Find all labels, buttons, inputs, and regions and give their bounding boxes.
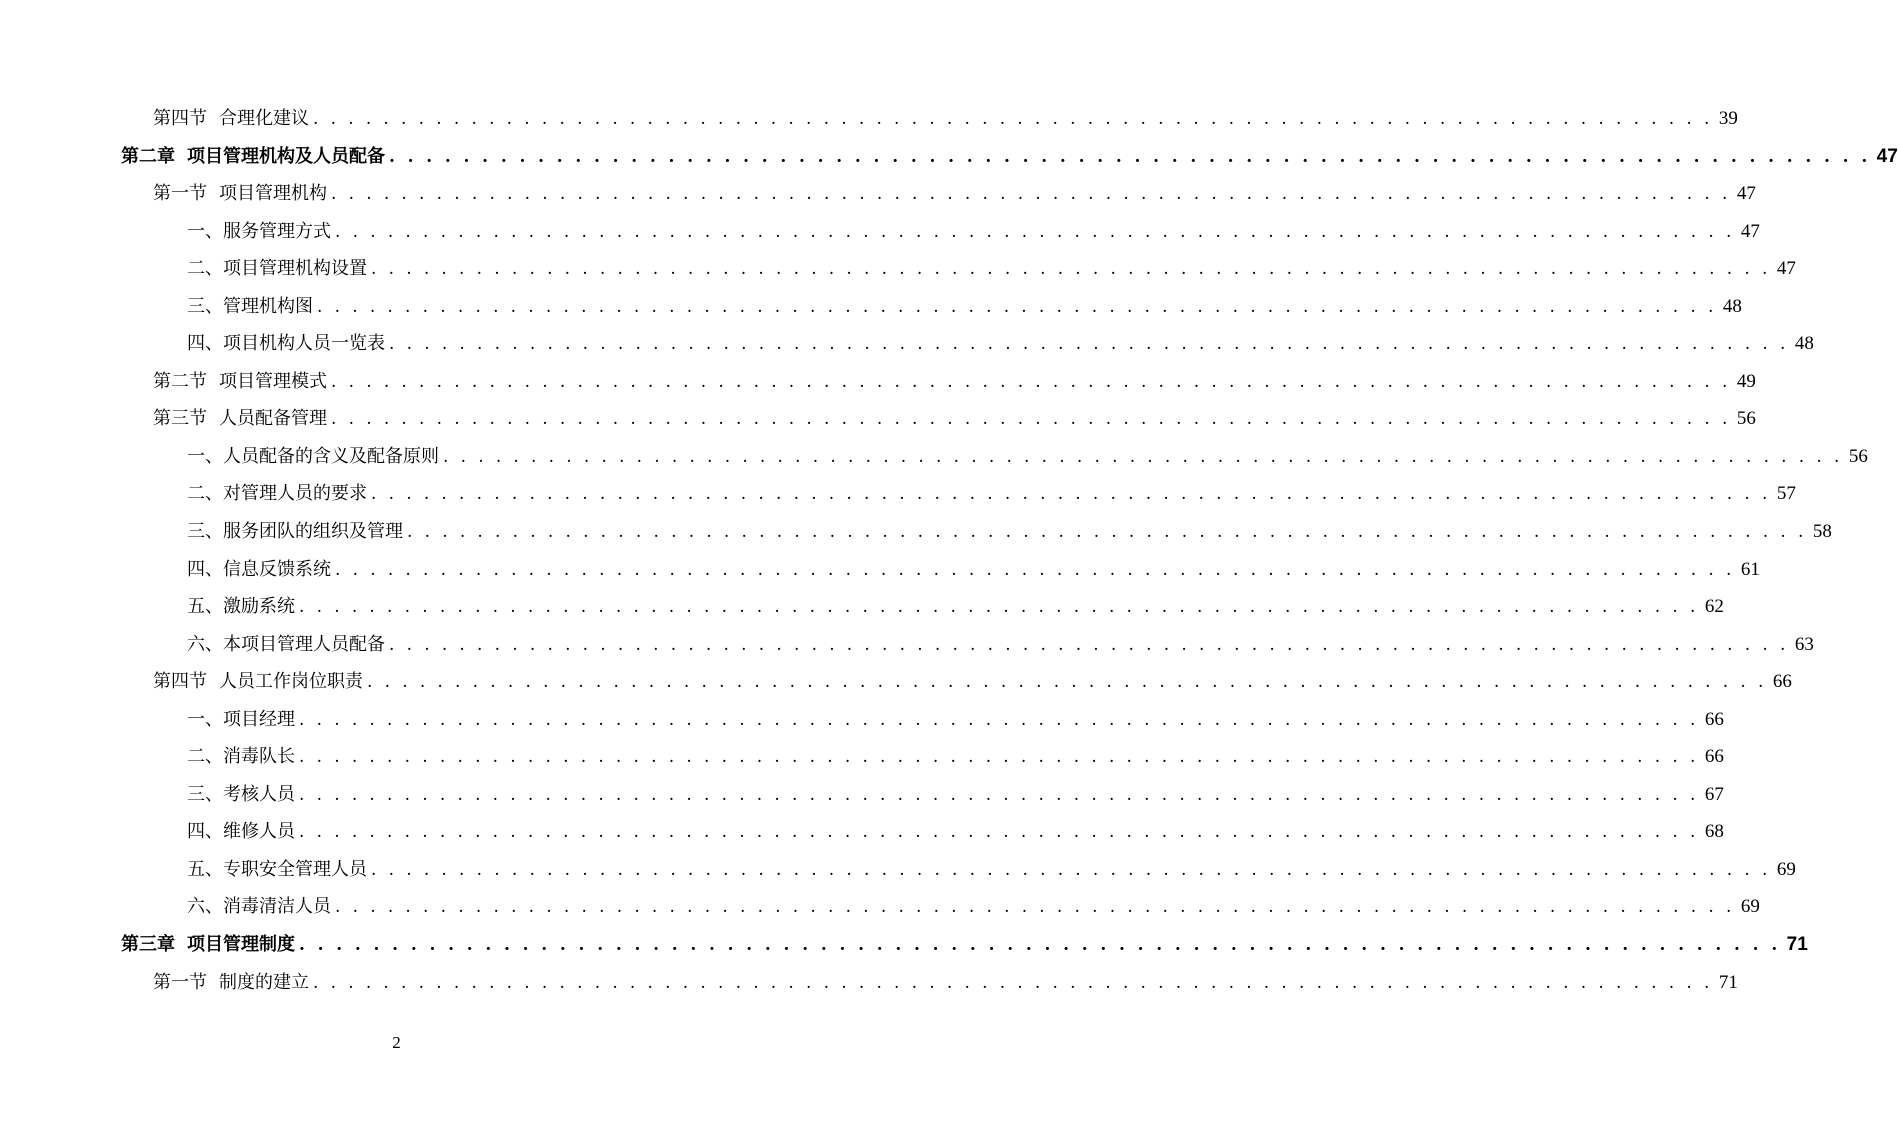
- toc-entry[interactable]: [0, 289, 1742, 327]
- toc-entry-label: [187, 220, 331, 244]
- toc-dot-leader: . . . . . . . . . . . . . . . . . . . . . . . . . . . . . . . . . . . . . . . . . . . . . . . . . . . . . . . . . . . . . . . . . . . . . . . . . . . . . . . .: [335, 897, 1735, 918]
- toc-entry[interactable]: [0, 364, 1756, 402]
- toc-dot-leader: . . . . . . . . . . . . . . . . . . . . . . . . . . . . . . . . . . . . . . . . . . . . . . . . . . . . . . . . . . . . . . . . . . . . . . . . . . . . . . . .: [371, 259, 1771, 280]
- toc-entry-label: [153, 107, 309, 131]
- toc-entry-line: [121, 145, 1898, 169]
- toc-entry-page-number: 47: [1740, 220, 1760, 242]
- toc-entry[interactable]: [0, 251, 1796, 289]
- toc-entry-line: [187, 445, 1868, 469]
- toc-entry-title: 服务管理方式: [223, 220, 331, 242]
- toc-entry[interactable]: [0, 739, 1724, 777]
- toc-entry[interactable]: [0, 777, 1724, 815]
- toc-entry-line: [187, 858, 1796, 882]
- toc-dot-leader: . . . . . . . . . . . . . . . . . . . . . . . . . . . . . . . . . . . . . . . . . . . . . . . . . . . . . . . . . . . . . . . . . . . . . . . . . . . . . . . .: [371, 484, 1771, 505]
- toc-entry-page-number: 49: [1736, 370, 1756, 392]
- toc-entry-page-number: 48: [1722, 295, 1742, 317]
- toc-entry-label: [187, 558, 331, 582]
- toc-entry-prefix: 二、: [187, 746, 223, 768]
- toc-entry-label: [187, 445, 439, 469]
- toc-dot-leader: . . . . . . . . . . . . . . . . . . . . . . . . . . . . . . . . . . . . . . . . . . . . . . . . . . . . . . . . . . . . . . . . . . . . . . . . . . . . . . . .: [331, 184, 1731, 205]
- toc-entry-page-number: 61: [1740, 558, 1760, 580]
- toc-entry[interactable]: [0, 852, 1796, 890]
- toc-entry-line: [187, 783, 1724, 807]
- toc-entry-line: [153, 971, 1738, 995]
- toc-entry-label: [187, 820, 295, 844]
- toc-entry[interactable]: [0, 214, 1760, 252]
- toc-dot-leader: . . . . . . . . . . . . . . . . . . . . . . . . . . . . . . . . . . . . . . . . . . . . . . . . . . . . . . . . . . . . . . . . . . . . . . . . . . . . . . . .: [313, 972, 1713, 993]
- toc-entry-page-number: 69: [1740, 896, 1760, 918]
- toc-entry-prefix: 第二章: [121, 145, 175, 167]
- toc-entry-page-number: 48: [1794, 333, 1814, 355]
- toc-entry-prefix: 第四节: [153, 108, 207, 129]
- toc-entry-prefix: 一、: [187, 708, 223, 730]
- toc-entry-title: 合理化建议: [219, 108, 309, 129]
- toc-entry-prefix: 五、: [187, 596, 223, 618]
- toc-entry[interactable]: [0, 139, 1898, 177]
- toc-entry[interactable]: [0, 889, 1760, 927]
- toc-entry-prefix: 第三章: [121, 934, 175, 956]
- toc-entry-label: [187, 745, 295, 769]
- toc-entry-page-number: 39: [1718, 108, 1738, 129]
- toc-entry[interactable]: [0, 326, 1814, 364]
- toc-entry-title: 对管理人员的要求: [223, 483, 367, 505]
- toc-dot-leader: . . . . . . . . . . . . . . . . . . . . . . . . . . . . . . . . . . . . . . . . . . . . . . . . . . . . . . . . . . . . . . . . . . . . . . . . . . . . . . . .: [299, 935, 1781, 956]
- toc-entry-page-number: 66: [1704, 708, 1724, 730]
- toc-entry-title: 消毒队长: [223, 746, 295, 768]
- toc-entry-page-number: 47: [1776, 258, 1796, 280]
- toc-entry-title: 维修人员: [223, 821, 295, 843]
- page-number: 2: [392, 1033, 401, 1052]
- toc-entry-line: [187, 895, 1760, 919]
- toc-entry[interactable]: [0, 702, 1724, 740]
- toc-entry-label: [153, 370, 327, 394]
- toc-entry[interactable]: [0, 589, 1724, 627]
- toc-entry-prefix: 第四节: [153, 671, 207, 693]
- toc-entry[interactable]: [0, 814, 1724, 852]
- toc-entry-title: 专职安全管理人员: [223, 858, 367, 880]
- toc-entry-page-number: 67: [1704, 783, 1724, 805]
- toc-entry-label: [187, 520, 403, 544]
- toc-dot-leader: . . . . . . . . . . . . . . . . . . . . . . . . . . . . . . . . . . . . . . . . . . . . . . . . . . . . . . . . . . . . . . . . . . . . . . . . . . . . . . . .: [299, 822, 1699, 843]
- toc-entry-title: 人员配备的含义及配备原则: [223, 445, 439, 467]
- toc-entry-title: 项目经理: [223, 708, 295, 730]
- toc-dot-leader: . . . . . . . . . . . . . . . . . . . . . . . . . . . . . . . . . . . . . . . . . . . . . . . . . . . . . . . . . . . . . . . . . . . . . . . . . . . . . . . .: [331, 409, 1731, 430]
- toc-dot-leader: . . . . . . . . . . . . . . . . . . . . . . . . . . . . . . . . . . . . . . . . . . . . . . . . . . . . . . . . . . . . . . . . . . . . . . . . . . . . . . . .: [443, 446, 1843, 467]
- toc-dot-leader: . . . . . . . . . . . . . . . . . . . . . . . . . . . . . . . . . . . . . . . . . . . . . . . . . . . . . . . . . . . . . . . . . . . . . . . . . . . . . . . .: [313, 109, 1713, 129]
- toc-entry-page-number: 66: [1704, 746, 1724, 768]
- toc-entry-title: 项目管理机构设置: [223, 258, 367, 280]
- toc-entry-line: [153, 670, 1792, 694]
- toc-entry-page-number: 66: [1772, 671, 1792, 693]
- toc-entry-line: [121, 933, 1808, 957]
- toc-entry-label: [187, 595, 295, 619]
- toc-entry-page-number: 56: [1736, 408, 1756, 430]
- toc-entry-prefix: 三、: [187, 783, 223, 805]
- toc-dot-leader: . . . . . . . . . . . . . . . . . . . . . . . . . . . . . . . . . . . . . . . . . . . . . . . . . . . . . . . . . . . . . . . . . . . . . . . . . . . . . . . .: [299, 709, 1699, 730]
- toc-dot-leader: . . . . . . . . . . . . . . . . . . . . . . . . . . . . . . . . . . . . . . . . . . . . . . . . . . . . . . . . . . . . . . . . . . . . . . . . . . . . . . . .: [367, 672, 1767, 693]
- toc-entry-title: 本项目管理人员配备: [223, 633, 385, 655]
- toc-entry[interactable]: [0, 439, 1868, 477]
- toc-entry-prefix: 三、: [187, 295, 223, 317]
- toc-entry-line: [187, 257, 1796, 281]
- toc-entry-prefix: 四、: [187, 558, 223, 580]
- toc-dot-leader: . . . . . . . . . . . . . . . . . . . . . . . . . . . . . . . . . . . . . . . . . . . . . . . . . . . . . . . . . . . . . . . . . . . . . . . . . . . . . . . .: [389, 146, 1871, 167]
- toc-entry-page-number: 63: [1794, 633, 1814, 655]
- toc-entry-line: [187, 595, 1724, 619]
- toc-entry-label: [187, 783, 295, 807]
- toc-entry-label: [153, 971, 309, 995]
- toc-entry-label: [187, 895, 331, 919]
- toc-entry-title: 项目管理机构及人员配备: [187, 145, 385, 167]
- toc-entry-line: [187, 745, 1724, 769]
- toc-entry-label: [187, 633, 385, 657]
- toc-entry-prefix: 二、: [187, 483, 223, 505]
- toc-dot-leader: . . . . . . . . . . . . . . . . . . . . . . . . . . . . . . . . . . . . . . . . . . . . . . . . . . . . . . . . . . . . . . . . . . . . . . . . . . . . . . . .: [317, 296, 1717, 317]
- toc-entry-prefix: 第一节: [153, 183, 207, 205]
- toc-entry-label: [187, 257, 367, 281]
- toc-entry[interactable]: [0, 965, 1738, 1003]
- toc-entry-line: [153, 107, 1738, 131]
- toc-entry-prefix: 二、: [187, 258, 223, 280]
- toc-entry[interactable]: [0, 552, 1760, 590]
- toc-entry-label: [187, 332, 385, 356]
- toc-entry-prefix: 四、: [187, 333, 223, 355]
- toc-entry-page-number: 71: [1786, 934, 1808, 956]
- toc-entry-title: 人员配备管理: [219, 408, 327, 430]
- toc-entry-line: [187, 708, 1724, 732]
- toc-entry-prefix: 第一节: [153, 971, 207, 993]
- toc-entry-prefix: 三、: [187, 521, 223, 543]
- toc-entry-label: [187, 295, 313, 319]
- toc-entry-line: [187, 295, 1742, 319]
- toc-dot-leader: . . . . . . . . . . . . . . . . . . . . . . . . . . . . . . . . . . . . . . . . . . . . . . . . . . . . . . . . . . . . . . . . . . . . . . . . . . . . . . . .: [299, 597, 1699, 618]
- toc-entry-title: 项目管理制度: [187, 934, 295, 956]
- toc-entry-line: [153, 407, 1756, 431]
- toc-entry-page-number: 57: [1776, 483, 1796, 505]
- toc-entry-label: [187, 482, 367, 506]
- toc-entry-prefix: 六、: [187, 896, 223, 918]
- toc-dot-leader: . . . . . . . . . . . . . . . . . . . . . . . . . . . . . . . . . . . . . . . . . . . . . . . . . . . . . . . . . . . . . . . . . . . . . . . . . . . . . . . .: [299, 747, 1699, 768]
- toc-entry-page-number: 58: [1812, 521, 1832, 543]
- toc-entry[interactable]: [0, 514, 1832, 552]
- toc-entry-line: [187, 482, 1796, 506]
- toc-entry-title: 考核人员: [223, 783, 295, 805]
- toc-entry-label: [153, 182, 327, 206]
- toc-entry-line: [187, 820, 1724, 844]
- toc-dot-leader: . . . . . . . . . . . . . . . . . . . . . . . . . . . . . . . . . . . . . . . . . . . . . . . . . . . . . . . . . . . . . . . . . . . . . . . . . . . . . . . .: [299, 784, 1699, 805]
- toc-entry-prefix: 一、: [187, 220, 223, 242]
- toc-dot-leader: . . . . . . . . . . . . . . . . . . . . . . . . . . . . . . . . . . . . . . . . . . . . . . . . . . . . . . . . . . . . . . . . . . . . . . . . . . . . . . . .: [389, 334, 1789, 355]
- toc-dot-leader: . . . . . . . . . . . . . . . . . . . . . . . . . . . . . . . . . . . . . . . . . . . . . . . . . . . . . . . . . . . . . . . . . . . . . . . . . . . . . . . .: [407, 522, 1807, 543]
- toc-entry-page-number: 68: [1704, 821, 1724, 843]
- toc-entry-page-number: 69: [1776, 858, 1796, 880]
- toc-entry-title: 人员工作岗位职责: [219, 671, 363, 693]
- toc-entry-title: 制度的建立: [219, 971, 309, 993]
- toc-entry-line: [187, 332, 1814, 356]
- toc-entry-title: 管理机构图: [223, 295, 313, 317]
- toc-entry-line: [187, 520, 1832, 544]
- toc-entry-title: 项目管理机构: [219, 183, 327, 205]
- toc-entry-line: [187, 558, 1760, 582]
- table-of-contents: [0, 101, 1898, 1002]
- toc-entry-page-number: 71: [1718, 971, 1738, 993]
- toc-entry-page-number: 56: [1848, 445, 1868, 467]
- toc-entry-label: [121, 933, 295, 957]
- toc-entry[interactable]: [0, 401, 1756, 439]
- toc-entry-title: 项目管理模式: [219, 370, 327, 392]
- toc-entry-prefix: 第三节: [153, 408, 207, 430]
- toc-dot-leader: . . . . . . . . . . . . . . . . . . . . . . . . . . . . . . . . . . . . . . . . . . . . . . . . . . . . . . . . . . . . . . . . . . . . . . . . . . . . . . . .: [335, 221, 1735, 242]
- toc-entry-line: [187, 633, 1814, 657]
- toc-entry-label: [153, 407, 327, 431]
- toc-entry-title: 激励系统: [223, 596, 295, 618]
- toc-entry-line: [187, 220, 1760, 244]
- toc-entry-title: 项目机构人员一览表: [223, 333, 385, 355]
- toc-entry-prefix: 六、: [187, 633, 223, 655]
- toc-entry-label: [187, 708, 295, 732]
- toc-entry-title: 服务团队的组织及管理: [223, 521, 403, 543]
- toc-entry[interactable]: [0, 627, 1814, 665]
- toc-entry-label: [121, 145, 385, 169]
- toc-entry-prefix: 一、: [187, 445, 223, 467]
- toc-entry-prefix: 四、: [187, 821, 223, 843]
- toc-entry-line: [153, 370, 1756, 394]
- toc-entry[interactable]: [0, 664, 1792, 702]
- toc-entry[interactable]: [0, 476, 1796, 514]
- toc-entry-prefix: 五、: [187, 858, 223, 880]
- toc-entry-label: [187, 858, 367, 882]
- toc-entry-page-number: 47: [1876, 145, 1898, 167]
- toc-entry[interactable]: [0, 101, 1738, 139]
- toc-dot-leader: . . . . . . . . . . . . . . . . . . . . . . . . . . . . . . . . . . . . . . . . . . . . . . . . . . . . . . . . . . . . . . . . . . . . . . . . . . . . . . . .: [371, 859, 1771, 880]
- toc-entry-prefix: 第二节: [153, 370, 207, 392]
- toc-entry-page-number: 47: [1736, 183, 1756, 205]
- toc-dot-leader: . . . . . . . . . . . . . . . . . . . . . . . . . . . . . . . . . . . . . . . . . . . . . . . . . . . . . . . . . . . . . . . . . . . . . . . . . . . . . . . .: [331, 371, 1731, 392]
- toc-entry-page-number: 62: [1704, 596, 1724, 618]
- toc-dot-leader: . . . . . . . . . . . . . . . . . . . . . . . . . . . . . . . . . . . . . . . . . . . . . . . . . . . . . . . . . . . . . . . . . . . . . . . . . . . . . . . .: [389, 634, 1789, 655]
- toc-entry[interactable]: [0, 927, 1808, 965]
- toc-entry-title: 消毒清洁人员: [223, 896, 331, 918]
- toc-dot-leader: . . . . . . . . . . . . . . . . . . . . . . . . . . . . . . . . . . . . . . . . . . . . . . . . . . . . . . . . . . . . . . . . . . . . . . . . . . . . . . . .: [335, 559, 1735, 580]
- toc-entry[interactable]: [0, 176, 1756, 214]
- toc-entry-label: [153, 670, 363, 694]
- toc-entry-line: [153, 182, 1756, 206]
- toc-entry-title: 信息反馈系统: [223, 558, 331, 580]
